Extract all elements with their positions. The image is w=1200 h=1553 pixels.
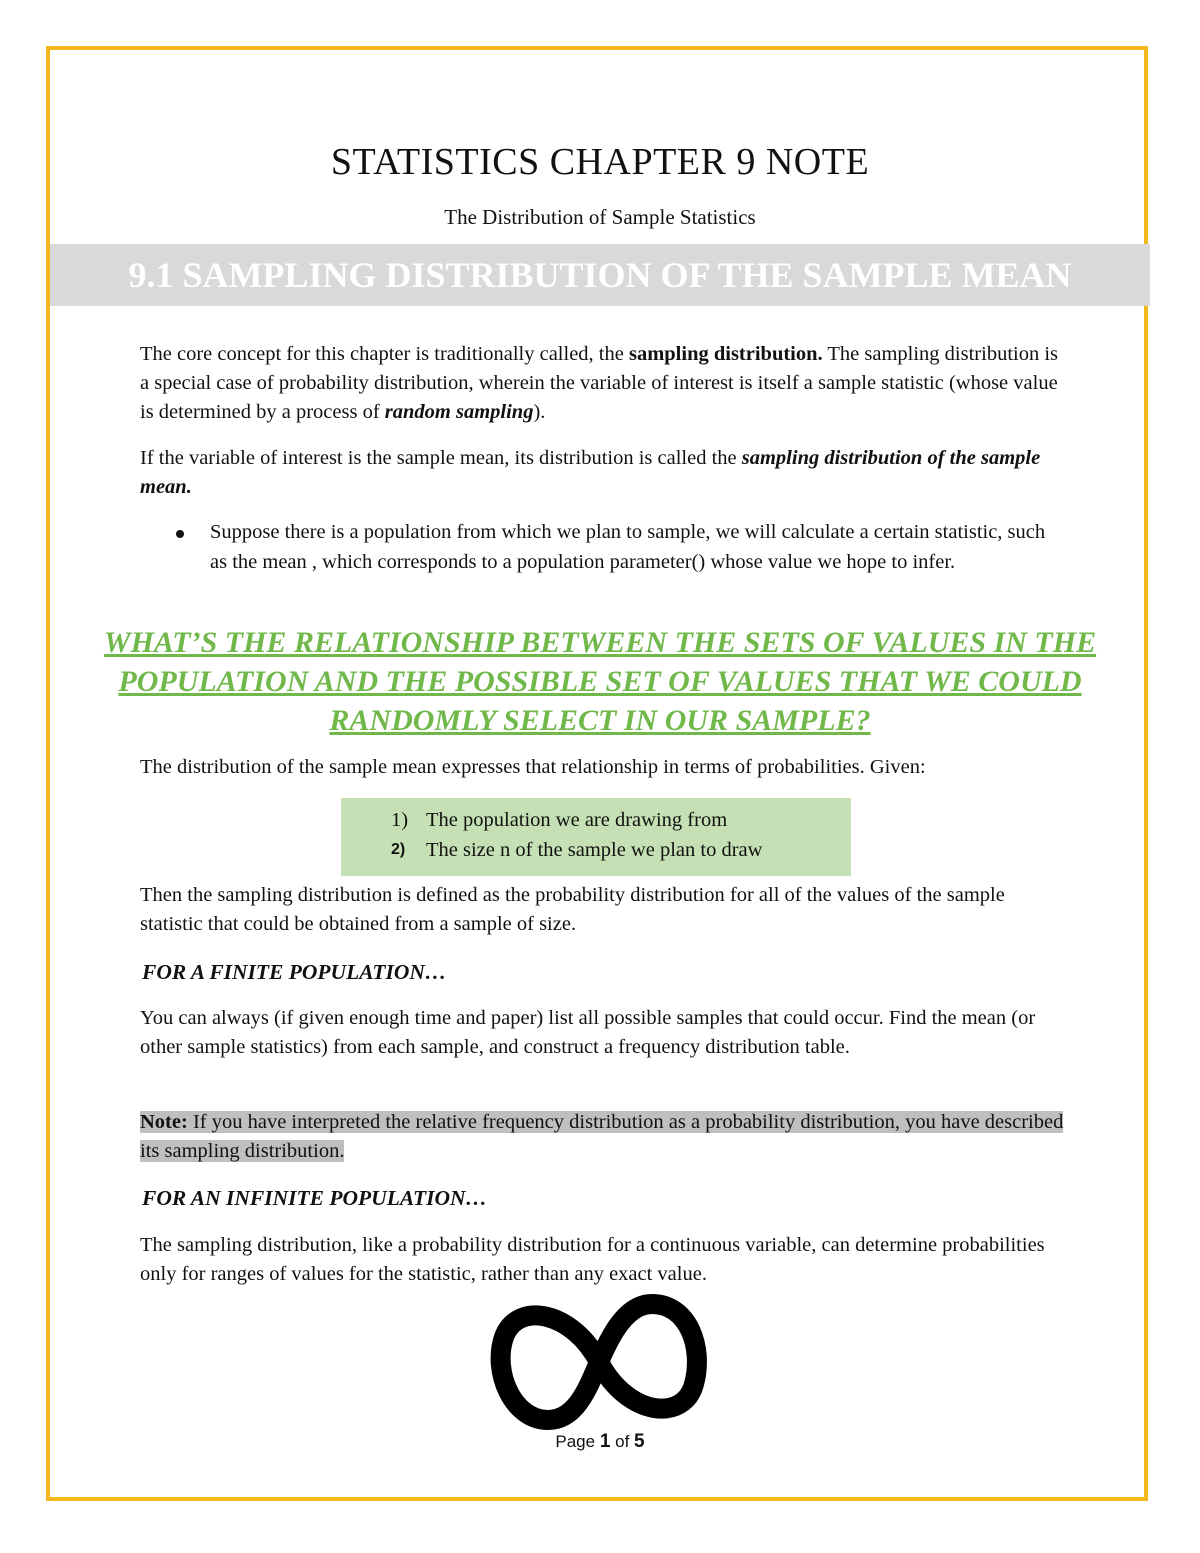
finite-heading: FOR A FINITE POPULATION… (142, 960, 447, 984)
finite-body: You can always (if given enough time and paper) list all possible samples that could occur. Find the mean (or other sample statistics) from each sample, and construct a frequency distribution table. (140, 1007, 1036, 1058)
bullet-dot (176, 530, 184, 538)
infinite-heading: FOR AN INFINITE POPULATION… (142, 1186, 488, 1210)
given-item: 1) The population we are drawing from (391, 809, 728, 831)
term-random-sampling: random sampling (384, 401, 534, 423)
definition-paragraph: If the variable of interest is the sample mean, its distribution is called the sampling distribution of the sample mean. (140, 447, 1041, 498)
givens-box (341, 798, 851, 876)
note-paragraph: Note: If you have interpreted the relative frequency distribution as a probability distribution, you have described its sampling distribution. (140, 1111, 1064, 1162)
section-heading: 9.1 SAMPLING DISTRIBUTION OF THE SAMPLE MEAN (50, 244, 1150, 306)
term-sampling-distribution-of-mean: sampling distribution of the sample mean. (140, 447, 1041, 498)
key-question: WHAT’S THE RELATIONSHIP BETWEEN THE SETS OF VALUES IN THE POPULATION AND THE POSSIBLE SET OF VALUES THAT WE COULD RANDOMLY SELECT IN OUR SAMPLE? (103, 626, 1097, 737)
infinity-icon (488, 1292, 710, 1432)
document-title: STATISTICS CHAPTER 9 NOTE (330, 141, 870, 183)
page-number: Page 1 of 5 (555, 1431, 645, 1452)
bullet-item (172, 517, 1052, 577)
bullet-text: Suppose there is a population from which we plan to sample, we will calculate a certain statistic, such as the mean , which corresponds to a population parameter() whose value we hope to infer. (210, 521, 1046, 573)
note-label: Note: (140, 1111, 188, 1133)
term-sampling-distribution: sampling distribution. (628, 343, 823, 365)
distribution-lead: The distribution of the sample mean expresses that relationship in terms of probabilities. Given: (140, 756, 926, 778)
definition-then: Then the sampling distribution is defined as the probability distribution for all of the values of the sample statistic that could be obtained from a sample of size. (140, 884, 1005, 935)
intro-paragraph: The core concept for this chapter is traditionally called, the sampling distribution. The sampling distribution is a special case of probability distribution, wherein the variable of interest is itself a sample statistic (whose value is determined by a process of random sampling). (140, 343, 1059, 423)
given-item: 2) The size n of the sample we plan to draw (391, 839, 763, 861)
document-subtitle: The Distribution of Sample Statistics (444, 205, 756, 229)
infinite-body: The sampling distribution, like a probability distribution for a continuous variable, can determine probabilities only for ranges of values for the statistic, rather than any exact value. (140, 1234, 1045, 1285)
